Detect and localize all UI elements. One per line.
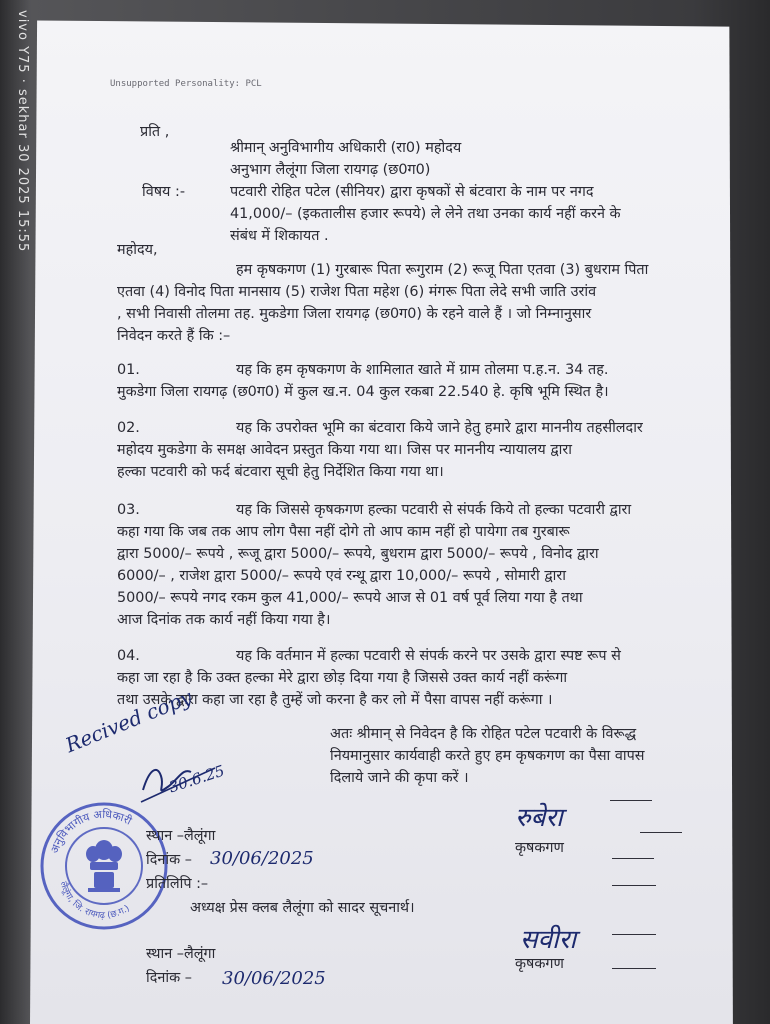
intro-line-4: निवेदन करते हैं कि :– [117, 328, 231, 344]
signature-line [610, 800, 652, 801]
date-label-1: दिनांक – [146, 852, 192, 868]
point-03-line-4: 6000/– , राजेश द्वारा 5000/– रूपये एवं रन्थू द्वारा 10,000/– रूपये , सोमारी द्वारा [117, 568, 566, 584]
copy-text: अध्यक्ष प्रेस क्लब लैलूंगा को सादर सूचनार्थ। [190, 900, 415, 916]
closing-line-3: दिलाये जाने की कृपा करें । [330, 770, 469, 786]
subject-label: विषय :- [142, 184, 186, 200]
subject-line-2: 41,000/– (इकतालीस हजार रूपये) ले लेने तथा उनका कार्य नहीं करने के [230, 206, 621, 222]
handwritten-date-1: 30/06/2025 [210, 848, 314, 869]
signature-line [612, 934, 656, 935]
svg-text:अनुविभागीय अधिकारी: अनुविभागीय अधिकारी [47, 807, 134, 856]
closing-line-2: नियमानुसार कार्यवाही करते हुए हम कृषकगण का पैसा वापस [330, 748, 645, 764]
intro-line-1: हम कृषकगण (1) गुरबारू पिता रूगुराम (2) रूजू पिता एतवा (3) बुधराम पिता [236, 262, 649, 278]
closing-line-1: अतः श्रीमान् से निवेदन है कि रोहित पटेल पटवारी के विरूद्ध [330, 726, 637, 742]
printer-header: Unsupported Personality: PCL [110, 79, 262, 89]
to-label: प्रति , [140, 124, 170, 140]
point-01-number: 01. [117, 362, 140, 378]
point-02-line-3: हल्का पटवारी को फर्द बंटवारा सूची हेतु निर्देशित किया गया था। [117, 464, 444, 480]
handwritten-received-copy: Recived copy [62, 684, 196, 758]
point-01-line-2: मुकडेगा जिला रायगढ़ (छ0ग0) में कुल ख.न. 04 कुल रकबा 22.540 हे. कृषि भूमि स्थित है। [117, 384, 609, 400]
point-03-line-5: 5000/– रूपये नगद रकम कुल 41,000/– रूपये आज से 01 वर्ष पूर्व लिया गया है तथा [117, 590, 583, 606]
handwritten-signature-2: सवीरा [520, 925, 577, 955]
subject-line-1: पटवारी रोहित पटेल (सीनियर) द्वारा कृषकों से बंटवारा के नाम पर नगद [230, 184, 594, 200]
signatory-1: कृषकगण [515, 840, 564, 856]
point-01-line-1: यह कि हम कृषकगण के शामिलात खाते में ग्राम तोलमा प.ह.न. 34 तह. [236, 362, 609, 378]
handwritten-date-2: 30/06/2025 [222, 968, 326, 989]
copy-label: प्रतिलिपि :– [146, 876, 209, 892]
place-1: स्थान –लैलूंगा [146, 828, 216, 844]
point-04-line-3: तथा उसके द्वारा कहा जा रहा है तुम्हें जो करना है कर लो में पैसा वापस नहीं करूंगा । [117, 692, 553, 708]
point-04-line-1: यह कि वर्तमान में हल्का पटवारी से संपर्क करने पर उसके द्वारा स्पष्ट रूप से [236, 648, 621, 664]
date-label-2: दिनांक – [146, 970, 192, 986]
signature-line [612, 968, 656, 969]
point-03-line-6: आज दिनांक तक कार्य नहीं किया गया है। [117, 612, 331, 628]
handwritten-signature-1: रुबेरा [515, 803, 563, 833]
intro-line-3: , सभी निवासी तोलमा तह. मुकडेगा जिला रायगढ़ (छ0ग0) के रहने वाले हैं । जो निम्नानुसार [117, 306, 592, 322]
point-03-number: 03. [117, 502, 140, 518]
signature-line [640, 832, 682, 833]
intro-line-2: एतवा (4) विनोद पिता मानसाय (5) राजेश पिता महेश (6) मंगरू पिता लेदे सभी जाति उरांव [117, 284, 597, 300]
place-2: स्थान –लैलूंगा [146, 946, 216, 962]
point-02-number: 02. [117, 420, 140, 436]
svg-text:लैलूंगा, जि. रायगढ़ (छ.ग.): लैलूंगा, जि. रायगढ़ (छ.ग.) [57, 880, 132, 922]
camera-watermark: vivo Y75 · sekhar 30 2025 15:55 [15, 10, 30, 253]
point-02-line-2: महोदय मुकडेगा के समक्ष आवेदन प्रस्तुत किया गया था। जिस पर माननीय न्यायालय द्वारा [117, 442, 572, 458]
point-04-line-2: कहा जा रहा है कि उक्त हल्का मेरे द्वारा छोड़ दिया गया है जिससे उक्त कार्य नहीं करूंगा [117, 670, 568, 686]
point-03-line-3: द्वारा 5000/– रूपये , रूजू द्वारा 5000/– रूपये, बुधराम द्वारा 5000/– रूपये , विनोद द्वारा [117, 546, 599, 562]
signature-line [612, 858, 654, 859]
salutation: महोदय, [117, 242, 158, 258]
handwritten-received-date: 30.6.25 [166, 761, 227, 797]
signature-line [612, 885, 656, 886]
to-line-2: अनुभाग लैलूंगा जिला रायगढ़ (छ0ग0) [230, 162, 431, 178]
subject-line-3: संबंध में शिकायत . [230, 228, 329, 244]
signatory-2: कृषकगण [515, 956, 564, 972]
point-03-line-2: कहा गया कि जब तक आप लोग पैसा नहीं दोगे तो आप काम नहीं हो पायेगा तब गुरबारू [117, 524, 570, 540]
point-04-number: 04. [117, 648, 140, 664]
point-03-line-1: यह कि जिससे कृषकगण हल्का पटवारी से संपर्क किये तो हल्का पटवारी द्वारा [236, 502, 632, 518]
to-line-1: श्रीमान् अनुविभागीय अधिकारी (रा0) महोदय [230, 140, 462, 156]
point-02-line-1: यह कि उपरोक्त भूमि का बंटवारा किये जाने हेतु हमारे द्वारा माननीय तहसीलदार [236, 420, 643, 436]
